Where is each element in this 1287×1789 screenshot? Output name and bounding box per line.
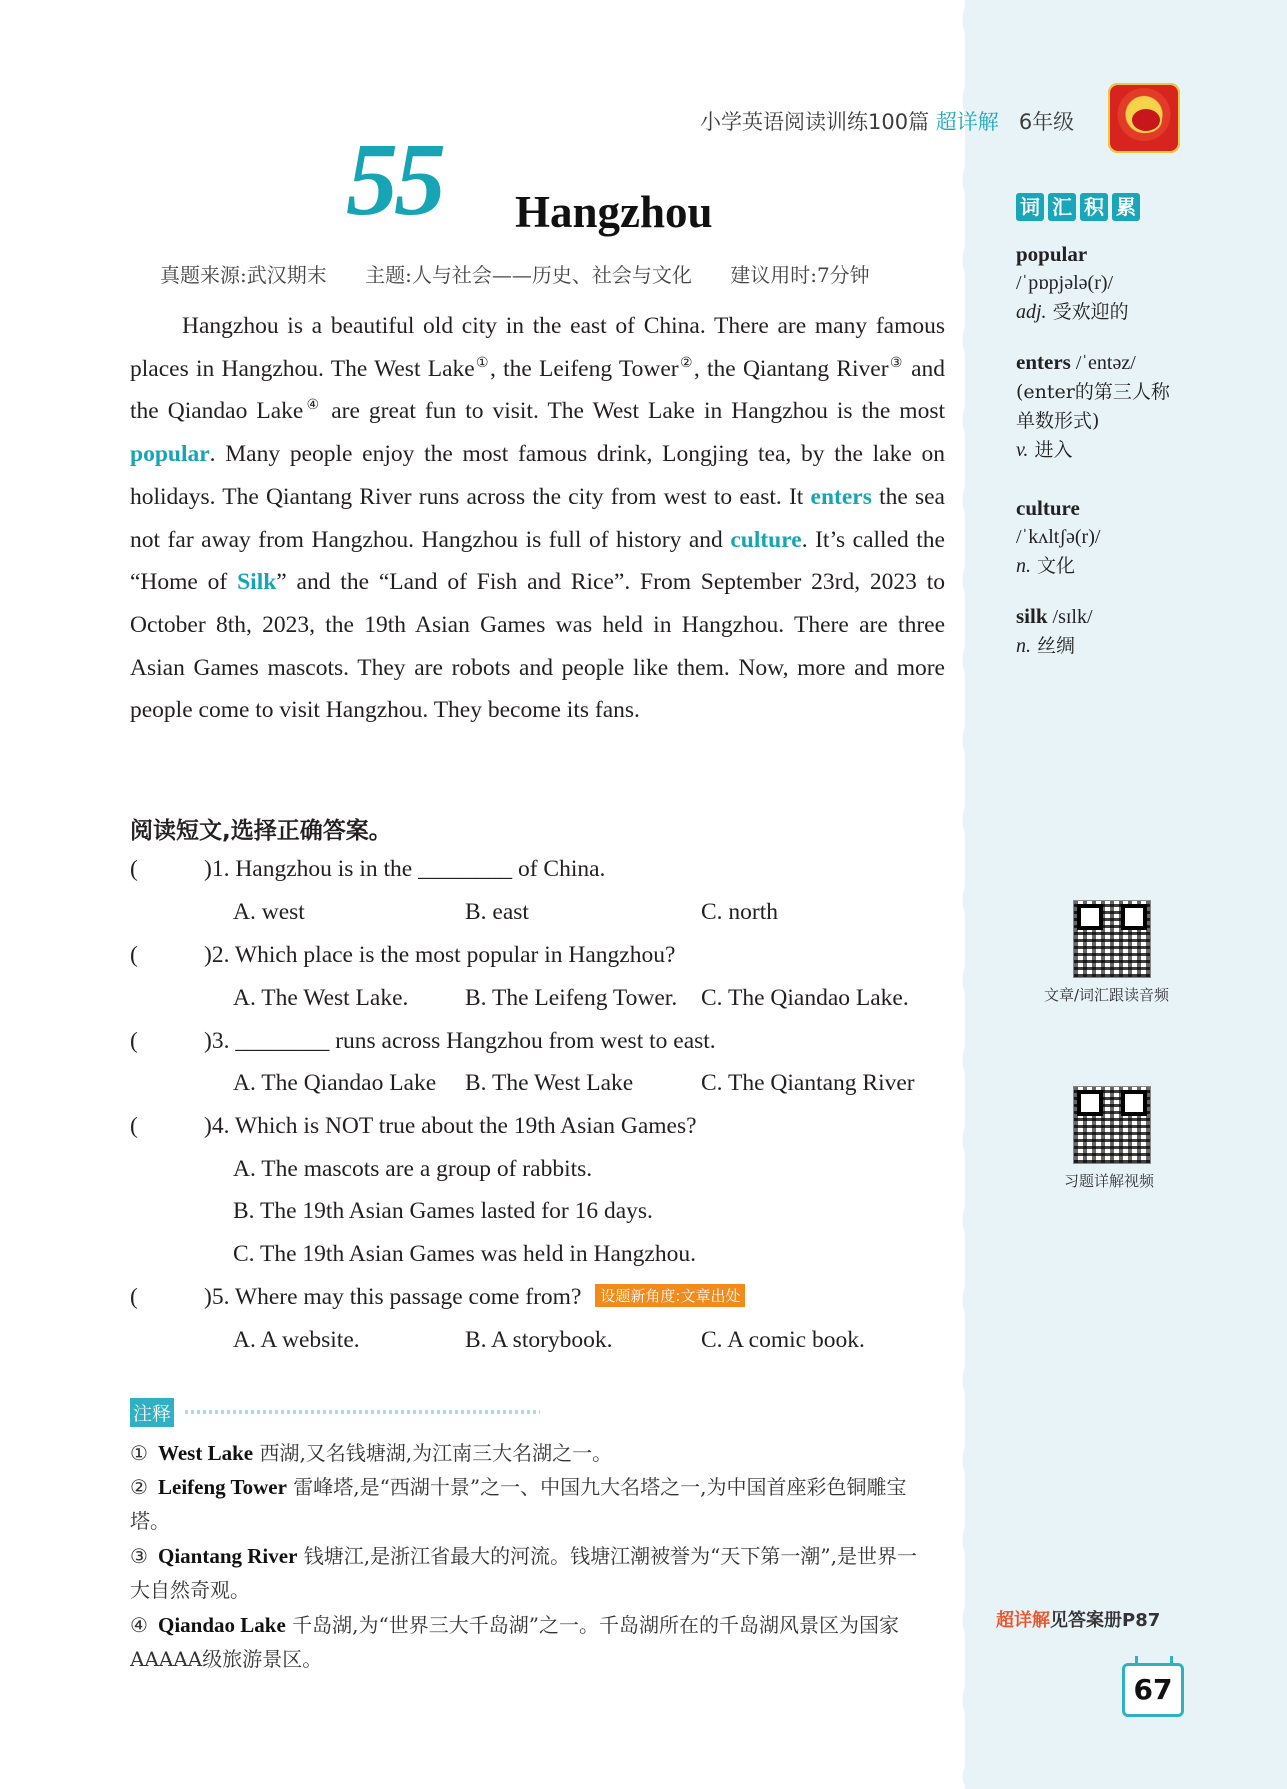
- option-c: C. The Qiandao Lake.: [701, 985, 909, 1011]
- note-ref-3: ③: [888, 355, 904, 371]
- lesson-title: Hangzhou: [515, 187, 713, 237]
- note-4: [130, 1608, 920, 1676]
- option-a: A. A website.: [233, 1327, 360, 1353]
- passage-text: and the Qiandao Lake: [130, 355, 945, 425]
- keyword-popular: popular: [130, 441, 210, 468]
- video-qr-code-icon[interactable]: [1073, 1086, 1151, 1164]
- note-index: ②: [130, 1475, 148, 1499]
- book-header: [700, 106, 1074, 136]
- option-a: A. west: [233, 899, 305, 925]
- vocab-heading: [1016, 193, 1144, 221]
- option-a: A. The mascots are a group of rabbits.: [233, 1156, 593, 1182]
- question-text: )2. Which place is the most popular in Hangzhou?: [204, 942, 676, 968]
- vocab-culture: [1016, 494, 1166, 581]
- keyword-culture: culture: [730, 526, 802, 553]
- option-b: B. A storybook.: [465, 1327, 613, 1353]
- vocab-heading-char: 积: [1080, 193, 1108, 221]
- option-b: B. The West Lake: [465, 1070, 634, 1096]
- vocab-phonetic: /ˈentəz/: [1070, 352, 1136, 374]
- answer-blank[interactable]: (: [130, 1284, 138, 1310]
- lesson-number: 55: [346, 122, 442, 237]
- vocab-heading-char: 汇: [1048, 193, 1076, 221]
- question-2: [130, 942, 675, 969]
- passage-text: . Many people enjoy the most famous drink, Longjing tea, by the lake on holidays. The Qiantang River runs across the city from west to east. It: [130, 441, 945, 510]
- note-text: 雷峰塔,是“西湖十景”之一、中国九大名塔之一,为中国首座彩色铜雕宝塔。: [130, 1475, 907, 1533]
- vocab-enters: [1016, 348, 1176, 465]
- question-1: [130, 856, 605, 883]
- answer-ref-text: 见答案册: [1050, 1610, 1122, 1631]
- notes-heading: [130, 1398, 410, 1424]
- vocab-extra: (enter的第三人称单数形式): [1016, 381, 1170, 432]
- answer-reference: [996, 1606, 1160, 1632]
- series-title: 小学英语阅读训练100篇: [700, 110, 930, 134]
- note-term: Qiantang River: [158, 1544, 298, 1568]
- meta-time: 建议用时:7分钟: [730, 263, 870, 287]
- option-c: C. north: [701, 899, 779, 925]
- answer-blank[interactable]: (: [130, 942, 138, 968]
- vocab-meaning: 受欢迎的: [1046, 301, 1129, 323]
- question-text: )3. ________ runs across Hangzhou from west to east.: [204, 1028, 716, 1054]
- vocab-word: silk: [1016, 604, 1048, 628]
- vocab-heading-char: 词: [1016, 193, 1044, 221]
- option-a: A. The West Lake.: [233, 985, 409, 1011]
- question-4: [130, 1113, 697, 1140]
- vocab-meaning: 进入: [1028, 439, 1073, 461]
- option-b: B. The Leifeng Tower.: [465, 985, 678, 1011]
- vocab-phonetic: /ˈpɒpjələ(r)/: [1016, 272, 1114, 294]
- note-text: 西湖,又名钱塘湖,为江南三大名湖之一。: [253, 1441, 613, 1465]
- vocab-phonetic: /sɪlk/: [1047, 606, 1093, 628]
- passage-text: . It’s called the “Home of: [130, 526, 945, 596]
- note-index: ③: [130, 1544, 148, 1568]
- exercise-instruction: 阅读短文,选择正确答案。: [130, 818, 392, 844]
- passage-text: Hangzhou is a beautiful old city in the east of China. There are many famous places in Hangzhou. The West Lake: [130, 313, 945, 382]
- vocab-heading-char: 累: [1112, 193, 1140, 221]
- answer-blank[interactable]: (: [130, 1028, 138, 1054]
- passage-text: , the Leifeng Tower: [489, 355, 679, 382]
- option-c: C. The 19th Asian Games was held in Hangzhou.: [233, 1241, 696, 1267]
- option-c: C. A comic book.: [701, 1327, 865, 1353]
- vocab-pos: n.: [1016, 635, 1031, 657]
- note-index: ④: [130, 1613, 148, 1637]
- divider: [185, 1410, 540, 1414]
- passage-text: , the Qiantang River: [693, 355, 889, 382]
- option-c: C. The Qiantang River: [701, 1070, 915, 1096]
- audio-qr-label: 文章/词汇跟读音频: [1044, 986, 1170, 1004]
- grade-label: 6年级: [1018, 110, 1075, 134]
- wavy-edge: [955, 0, 981, 1789]
- option-b: B. east: [465, 899, 529, 925]
- new-angle-tag: 设题新角度:文章出处: [595, 1284, 745, 1307]
- passage-text: the sea not far away from Hangzhou. Hangzhou is full of history and: [130, 483, 945, 553]
- vocab-phonetic: /ˈkʌltʃə(r)/: [1016, 526, 1101, 548]
- note-term: Qiandao Lake: [158, 1613, 286, 1637]
- passage-text: are great fun to visit. The West Lake in Hangzhou is the most: [322, 398, 945, 425]
- vocab-word: popular: [1016, 242, 1088, 266]
- audio-qr-code-icon[interactable]: [1073, 900, 1151, 978]
- answer-ref-highlight: 超详解: [996, 1610, 1050, 1631]
- note-1: [130, 1436, 930, 1470]
- question-text: )5. Where may this passage come from?: [204, 1284, 582, 1310]
- answer-blank[interactable]: (: [130, 1113, 138, 1139]
- answer-blank[interactable]: (: [130, 856, 138, 882]
- vocab-meaning: 丝绸: [1031, 635, 1076, 657]
- question-text: )1. Hangzhou is in the ________ of China.: [204, 856, 606, 882]
- meta-source: 真题来源:武汉期末: [160, 263, 327, 287]
- vocab-pos: n.: [1016, 555, 1031, 577]
- series-highlight: 超详解: [935, 110, 999, 134]
- note-ref-4: ④: [303, 398, 323, 414]
- note-3: [130, 1539, 920, 1607]
- lesson-meta: [160, 259, 902, 288]
- note-term: Leifeng Tower: [158, 1475, 287, 1499]
- note-2: [130, 1470, 920, 1538]
- answer-ref-page: P87: [1122, 1610, 1161, 1631]
- meta-theme: 主题:人与社会——历史、社会与文化: [365, 263, 692, 287]
- publisher-logo-icon: [1108, 83, 1180, 153]
- note-term: West Lake: [158, 1441, 254, 1465]
- vocab-word: enters: [1016, 350, 1071, 374]
- page-number: 67: [1122, 1663, 1184, 1717]
- vocab-meaning: 文化: [1031, 555, 1076, 577]
- keyword-enters: enters: [810, 483, 872, 510]
- note-index: ①: [130, 1441, 148, 1465]
- vocab-silk: [1016, 602, 1166, 661]
- note-text: 千岛湖,为“世界三大千岛湖”之一。千岛湖所在的千岛湖风景区为国家AAAAA级旅游景区。: [130, 1613, 899, 1671]
- vocab-pos: adj.: [1016, 301, 1047, 323]
- note-ref-2: ②: [678, 355, 694, 371]
- note-text: 钱塘江,是浙江省最大的河流。钱塘江潮被誉为“天下第一潮”,是世界一大自然奇观。: [130, 1544, 917, 1602]
- note-ref-1: ①: [474, 355, 490, 371]
- option-a: A. The Qiandao Lake: [233, 1070, 437, 1096]
- option-b: B. The 19th Asian Games lasted for 16 days.: [233, 1198, 653, 1224]
- vocab-pos: v.: [1016, 439, 1029, 461]
- reading-passage: [130, 305, 945, 732]
- keyword-silk: Silk: [237, 569, 277, 596]
- vocab-word: culture: [1016, 496, 1080, 520]
- video-qr-label: 习题详解视频: [1064, 1172, 1155, 1190]
- notes-label: 注释: [130, 1398, 174, 1427]
- question-text: )4. Which is NOT true about the 19th Asian Games?: [204, 1113, 697, 1139]
- vocab-popular: [1016, 240, 1166, 327]
- question-3: [130, 1028, 716, 1055]
- question-5: [130, 1284, 745, 1311]
- passage-text: ” and the “Land of Fish and Rice”. From September 23rd, 2023 to October 8th, 2023, the 19th Asian Games was held in Hangzhou. There are three Asian Games mascots. They are robots and people like them. Now, more and more people come to visit Hangzhou. They become its fans.: [130, 569, 945, 724]
